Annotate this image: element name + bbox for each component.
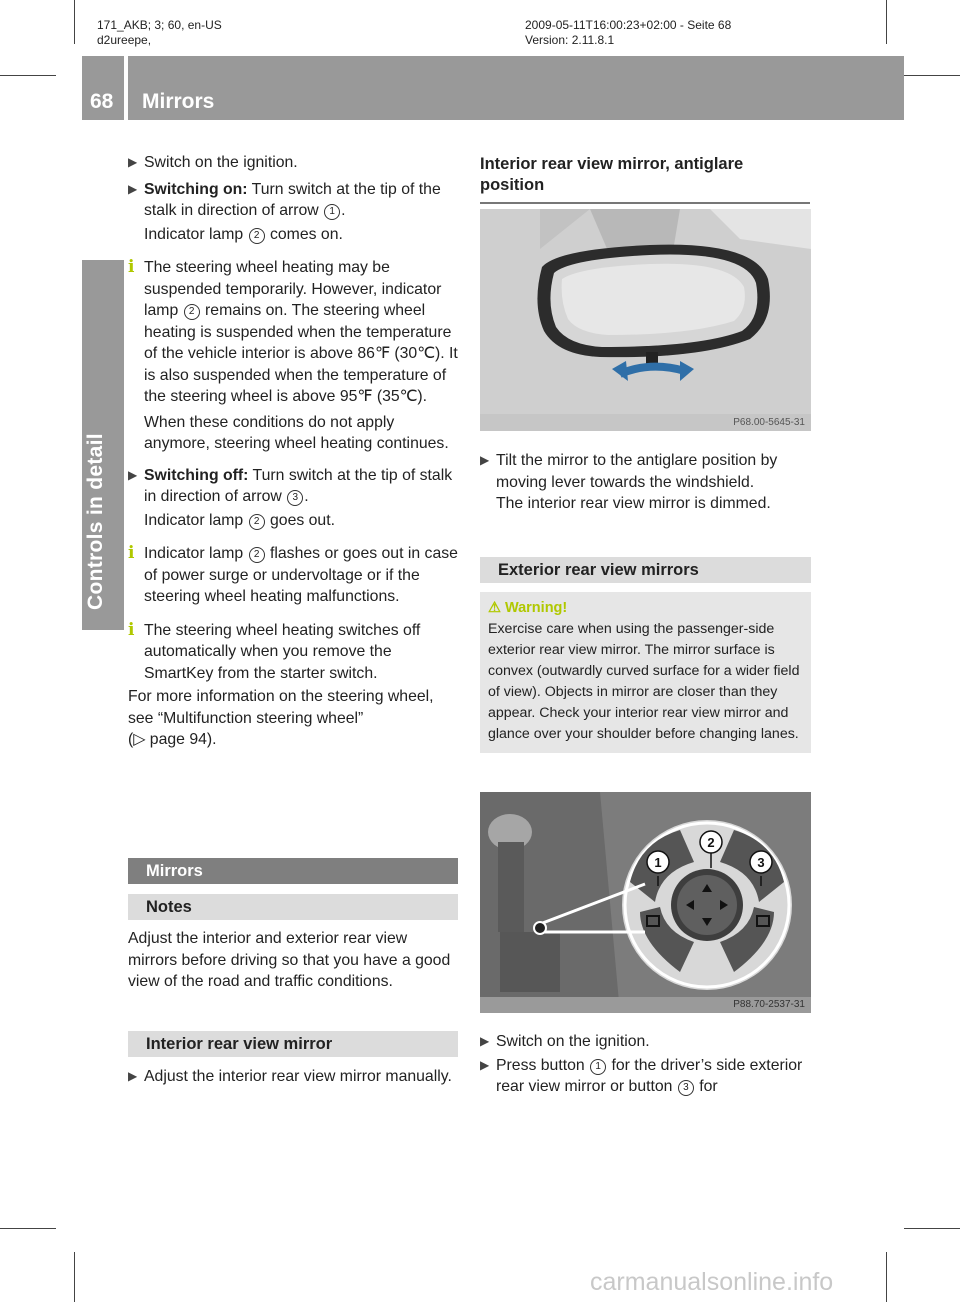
print-meta-right-line1: 2009-05-11T16:00:23+02:00 - Seite 68 — [525, 18, 732, 32]
crop-mark — [886, 0, 887, 44]
figure-interior-mirror — [480, 209, 811, 431]
arrow-icon: ▶ — [480, 453, 490, 467]
info-note — [128, 257, 458, 408]
warning-icon: ⚠ — [488, 600, 501, 616]
arrow-icon: ▶ — [128, 467, 138, 482]
list-item — [480, 450, 812, 493]
item-text: Press button — [496, 1056, 585, 1074]
item-text: Adjust the interior rear view mirror manually. — [144, 1068, 452, 1085]
crop-mark — [74, 0, 75, 44]
callout-number: 3 — [287, 490, 303, 506]
arrow-icon: ▶ — [128, 155, 138, 169]
left-column — [128, 152, 458, 751]
print-meta-right-line2: Version: 2.11.8.1 — [525, 33, 615, 47]
item-text: for the driver’s side exterior rear view mirror or button — [496, 1056, 803, 1095]
footer-watermark: carmanualsonline.info — [590, 1268, 834, 1296]
section-bar-mirrors: Mirrors — [128, 858, 458, 884]
item-text: Switch on the ignition. — [496, 1033, 650, 1050]
subsection-bar-notes: Notes — [128, 894, 458, 920]
list-item — [128, 179, 458, 222]
list-item — [128, 152, 458, 174]
item-text: goes out. — [270, 511, 335, 529]
info-text: When these conditions do not apply anymore, steering wheel heating continues. — [144, 413, 449, 452]
callout-2: 2 — [707, 835, 715, 850]
sidebar — [82, 120, 126, 1230]
crop-mark — [0, 1228, 56, 1229]
item-text: Turn switch at the tip of the stalk in direction of arrow — [144, 180, 441, 219]
paragraph-text: For more information on the steering wheel, see “Multifunction steering wheel” — [128, 688, 434, 727]
item-text: for — [699, 1078, 718, 1095]
callout-number: 2 — [249, 547, 265, 563]
list-subtext — [480, 493, 812, 515]
mirror-switch-illustration — [480, 792, 811, 1013]
paragraph — [128, 686, 458, 751]
print-meta-left-line1: 171_AKB; 3; 60, en-US — [97, 18, 222, 32]
list-item — [128, 465, 458, 508]
figure-mirror-switch — [480, 792, 811, 1013]
page-reference-link[interactable]: (▷ page 94). — [128, 731, 217, 748]
crop-mark — [904, 1228, 960, 1229]
info-icon: i — [128, 257, 135, 277]
arrow-icon: ▶ — [128, 1069, 138, 1083]
callout-number: 1 — [590, 1059, 606, 1075]
figure-code: P88.70-2537-31 — [733, 999, 805, 1010]
list-item — [480, 1031, 812, 1053]
warning-title: Warning! — [504, 600, 568, 616]
crop-mark — [904, 75, 960, 76]
info-text: flashes or goes out in case of power surge or undervoltage or if the steering wheel heating malfunctions. — [144, 545, 458, 605]
item-bold: Switching off: — [144, 466, 249, 484]
callout-1: 1 — [654, 855, 662, 870]
item-text: The interior rear view mirror is dimmed. — [496, 495, 771, 512]
crop-mark — [74, 1252, 75, 1302]
item-text: comes on. — [270, 225, 343, 243]
callout-3: 3 — [757, 855, 765, 870]
info-text: remains on. The steering wheel heating is suspended when the temperature of the vehicle interior is above 86℉ (30℃). It is also suspended when the temperature of the steering wheel is above 95℉ (35℃). — [144, 302, 458, 405]
warning-header — [488, 598, 803, 619]
callout-number: 2 — [249, 514, 265, 530]
warning-box — [480, 592, 811, 753]
print-meta-right — [525, 18, 731, 48]
crop-mark — [0, 75, 56, 76]
info-text: The steering wheel heating may be suspended temporarily. However, indicator lamp — [144, 259, 442, 319]
exterior-steps — [480, 1031, 812, 1098]
item-text: . — [304, 488, 309, 505]
callout-number: 3 — [678, 1080, 694, 1096]
callout-number: 2 — [184, 304, 200, 320]
list-item — [480, 1055, 812, 1098]
item-text: Turn switch at the tip of stalk in direction of arrow — [144, 466, 453, 505]
item-text: Tilt the mirror to the antiglare position by moving lever towards the windshield. — [496, 452, 778, 491]
page-number: 68 — [90, 90, 114, 113]
subsection-bar-exterior: Exterior rear view mirrors — [480, 557, 811, 583]
item-text: Switch on the ignition. — [144, 154, 298, 171]
paragraph-text: Adjust the interior and exterior rear view mirrors before driving so that you have a good view of the road and traffic conditions. — [128, 930, 451, 990]
item-text: Indicator lamp — [144, 225, 244, 243]
callout-number: 1 — [324, 204, 340, 220]
info-text: Indicator lamp — [144, 545, 244, 562]
notes-paragraph — [128, 928, 460, 993]
warning-text: Exercise care when using the passenger-side exterior rear view mirror. The mirror surface is convex (outwardly curved surface for a wider field of view). Objects in mirror are closer than they appear. Check your interior rear view mirror and glance over your shoulder before changing lanes. — [488, 621, 800, 742]
list-item — [128, 1066, 458, 1088]
sidebar-section-label: Controls in detail — [84, 433, 107, 610]
header-divider — [124, 56, 128, 120]
info-note — [128, 543, 458, 608]
info-note-cont — [128, 412, 458, 455]
crop-mark — [886, 1252, 887, 1302]
arrow-icon: ▶ — [480, 1057, 490, 1072]
item-bold: Switching on: — [144, 180, 248, 198]
print-meta-left-line2: d2ureepe, — [97, 33, 152, 47]
page-title: Mirrors — [142, 90, 215, 113]
info-text: The steering wheel heating switches off automatically when you remove the SmartKey from the starter switch. — [144, 621, 421, 682]
info-note — [128, 620, 458, 685]
item-text: . — [341, 202, 346, 219]
interior-mirror-illustration — [480, 209, 811, 431]
list-subtext — [128, 224, 458, 246]
section-heading-antiglare: Interior rear view mirror, antiglare position — [480, 154, 810, 204]
callout-number: 2 — [249, 228, 265, 244]
info-icon: i — [128, 619, 135, 640]
info-icon: i — [128, 543, 135, 563]
item-text: Indicator lamp — [144, 511, 244, 529]
figure-code: P68.00-5645-31 — [733, 417, 805, 428]
print-meta-left — [97, 18, 222, 48]
subsection-bar-interior: Interior rear view mirror — [128, 1031, 458, 1057]
page-header — [82, 56, 904, 120]
antiglare-steps — [480, 450, 812, 515]
interior-steps — [128, 1066, 458, 1088]
arrow-icon: ▶ — [480, 1034, 490, 1048]
arrow-icon: ▶ — [128, 181, 138, 196]
list-subtext — [128, 510, 458, 532]
